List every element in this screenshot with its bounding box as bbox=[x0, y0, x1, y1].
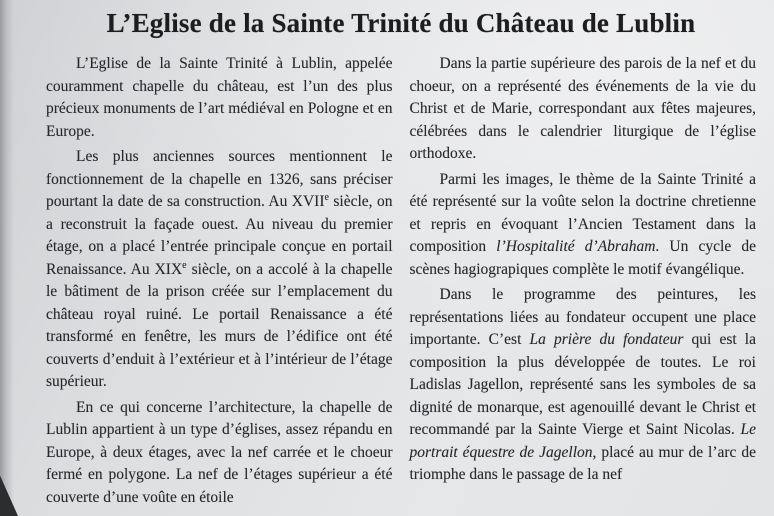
text-segment: qui est la composition la plus développée de toutes. Le roi Ladislas Jagellon, représenté sans les symboles de sa dignité de monarque, est agenouillé devant le Christ et recommandé par la Sainte Vierge et Saint Nicolas. bbox=[409, 331, 756, 438]
right-paragraph-2 bbox=[410, 169, 757, 282]
text-segment: Parmi les images, le thème de la Sainte Trinité a été représenté sur la voûte selon la doctrine chretienne et repris en évoquant l’Ancien Testament dans la composition bbox=[409, 170, 756, 255]
right-column bbox=[410, 53, 757, 512]
right-paragraph-3 bbox=[410, 284, 757, 487]
text-segment: Les plus anciennes sources mentionnent le fonctionnement de la chapelle en 1326, sans préciser pourtant la date de sa construction. Au XVII bbox=[46, 148, 393, 210]
ordinal-superscript: e bbox=[182, 259, 187, 271]
artwork-title: Le portrait équestre de Jagellon bbox=[409, 421, 756, 461]
text-segment: siècle, on a reconstruit la façade ouest. Au niveau du premier étage, on a placé l’entrée principale conçue en portail Renaissance. Au XIX bbox=[46, 193, 393, 278]
right-paragraph-1 bbox=[410, 53, 757, 166]
text-segment: . Un cycle de scènes hagiograpiques complète le motif évangélique. bbox=[409, 238, 756, 278]
artwork-title: l’Hospitalité d’Abraham bbox=[496, 238, 656, 255]
text-segment: L’Eglise de la Sainte Trinité à Lublin, appelée couramment chapelle du château, est l’un des plus précieux monuments de l’art médiéval en Pologne et en Europe. bbox=[46, 55, 393, 140]
two-column-text bbox=[46, 53, 756, 512]
page-title: L’Eglise de la Sainte Trinité du Château de Lublin bbox=[106, 8, 696, 38]
text-segment: siècle, on a accolé à la chapelle le bâtiment de la prison créée sur l’emplacement du château royal ruiné. Le portail Renaissance a été transformé en fenêtre, les murs de l’édifice ont été couverts d’enduit à l’extérieur et à l’intérieur de l’étage supérieur. bbox=[46, 260, 393, 390]
ordinal-superscript: e bbox=[324, 191, 329, 203]
text-segment: Dans le programme des peintures, les représentations liées au fondateur occupent une place importante. C’est bbox=[409, 286, 756, 348]
left-paragraph-2 bbox=[46, 146, 393, 394]
artwork-title: La prière du fondateur bbox=[529, 331, 684, 348]
text-segment: En ce qui concerne l’architecture, la chapelle de Lublin appartient à un type d’églises, assez répandu en Europe, à deux étages, avec la nef carrée et le choeur fermé en polygone. La nef de l’étages supérieur a été couverte d’une voûte en étoile bbox=[46, 398, 393, 506]
left-column bbox=[46, 53, 393, 512]
text-segment: , placé au mur de l’arc de triomphe dans le passage de la nef bbox=[409, 443, 756, 483]
text-segment: Dans la partie supérieure des parois de la nef et du choeur, on a représenté des événements de la vie du Christ et de Marie, correspondant aux fêtes majeures, célébrées dans le calendrier liturgique de l’église orthodoxe. bbox=[409, 55, 756, 162]
left-paragraph-3 bbox=[46, 397, 393, 510]
left-paragraph-1 bbox=[46, 53, 393, 143]
